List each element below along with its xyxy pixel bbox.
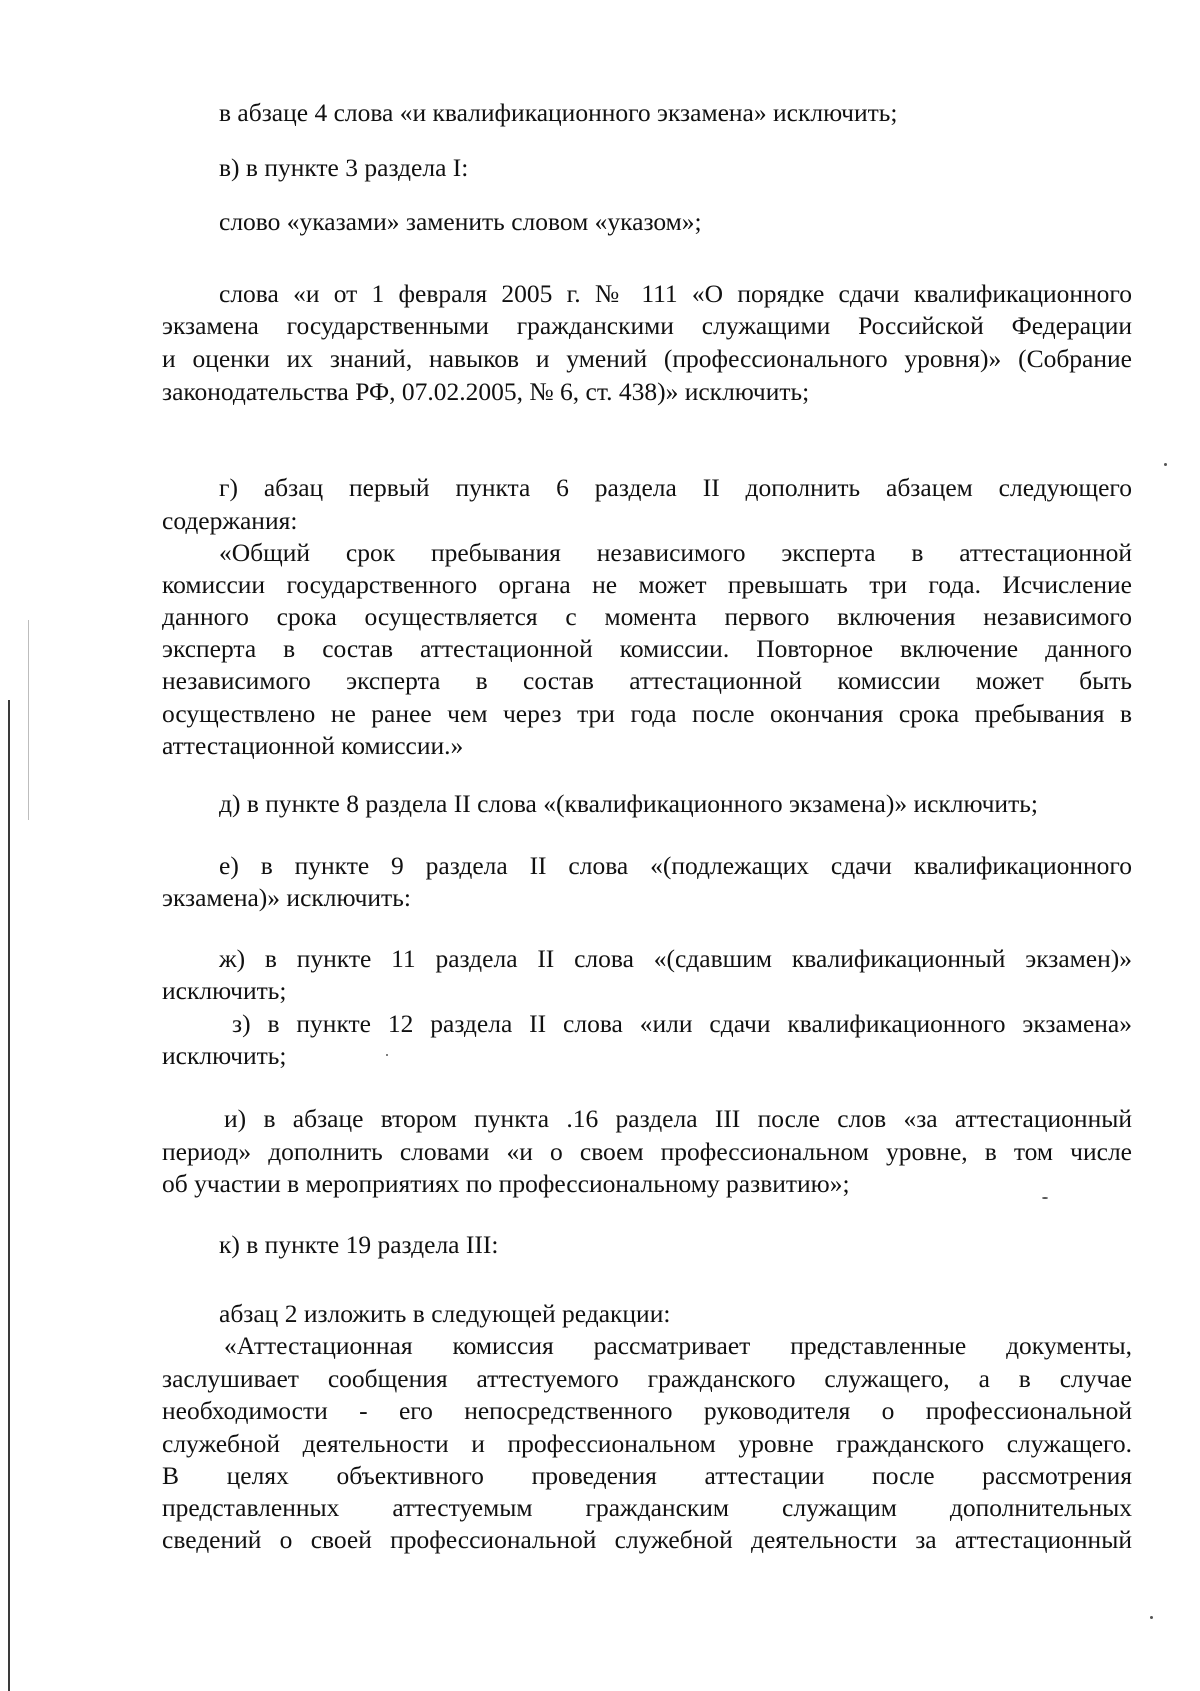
text-line: слово «указами» заменить словом «указом»;: [219, 207, 702, 236]
text-line: и оценки их знаний, навыков и умений (профессионального уровня)» (Собрание: [162, 344, 1132, 373]
text-line: об участии в мероприятиях по профессиональному развитию»;: [162, 1169, 850, 1198]
text-line: «Общий срок пребывания независимого эксперта в аттестационной: [219, 538, 1132, 567]
scan-speck: [1164, 463, 1167, 466]
text-line: служебной деятельности и профессиональном уровне гражданского служащего.: [162, 1429, 1132, 1458]
text-line: осуществлено не ранее чем через три года после окончания срока пребывания в: [162, 699, 1132, 728]
text-line: представленных аттестуемым гражданским служащим дополнительных: [162, 1493, 1132, 1522]
scan-edge-shadow: [8, 700, 10, 1691]
text-line: законодательства РФ, 07.02.2005, № 6, ст. 438)» исключить;: [162, 377, 810, 406]
text-line: В целях объективного проведения аттестации после рассмотрения: [162, 1461, 1132, 1490]
scan-edge-faint: [28, 620, 29, 820]
text-line: независимого эксперта в состав аттестационной комиссии может быть: [162, 666, 1132, 695]
text-line: «Аттестационная комиссия рассматривает представленные документы,: [224, 1331, 1132, 1360]
text-line: экзамена)» исключить:: [162, 883, 411, 912]
text-line: исключить;: [162, 976, 287, 1005]
text-line: д) в пункте 8 раздела II слова «(квалификационного экзамена)» исключить;: [219, 789, 1038, 818]
text-line: комиссии государственного органа не может превышать три года. Исчисление: [162, 570, 1132, 599]
text-line: к) в пункте 19 раздела III:: [219, 1230, 499, 1259]
text-line: исключить;: [162, 1041, 287, 1070]
text-line: абзац 2 изложить в следующей редакции:: [219, 1299, 671, 1328]
scan-speck: [1042, 1197, 1048, 1199]
text-line: данного срока осуществляется с момента первого включения независимого: [162, 602, 1132, 631]
text-line: содержания:: [162, 506, 298, 535]
text-line: ж) в пункте 11 раздела II слова «(сдавшим квалификационный экзамен)»: [219, 944, 1132, 973]
text-line: сведений о своей профессиональной служебной деятельности за аттестационный: [162, 1525, 1132, 1554]
text-line: з) в пункте 12 раздела II слова «или сдачи квалификационного экзамена»: [232, 1009, 1132, 1038]
text-line: г) абзац первый пункта 6 раздела II дополнить абзацем следующего: [219, 473, 1132, 502]
text-line: необходимости - его непосредственного руководителя о профессиональной: [162, 1396, 1132, 1425]
text-line: слова «и от 1 февраля 2005 г. № 111 «О порядке сдачи квалификационного: [219, 279, 1132, 308]
text-line: аттестационной комиссии.»: [162, 731, 464, 760]
text-line: и) в абзаце втором пункта .16 раздела III после слов «за аттестационный: [224, 1104, 1132, 1133]
text-line: в абзаце 4 слова «и квалификационного экзамена» исключить;: [219, 98, 898, 127]
text-line: экзамена государственными гражданскими служащими Российской Федерации: [162, 311, 1132, 340]
scan-speck: [386, 1054, 388, 1056]
text-line: заслушивает сообщения аттестуемого гражданского служащего, а в случае: [162, 1364, 1132, 1393]
text-line: е) в пункте 9 раздела II слова «(подлежащих сдачи квалификационного: [219, 851, 1132, 880]
text-line: эксперта в состав аттестационной комиссии. Повторное включение данного: [162, 634, 1132, 663]
text-line: период» дополнить словами «и о своем профессиональном уровне, в том числе: [162, 1137, 1132, 1166]
text-line: в) в пункте 3 раздела I:: [219, 153, 469, 182]
scan-speck: [1150, 1616, 1153, 1619]
